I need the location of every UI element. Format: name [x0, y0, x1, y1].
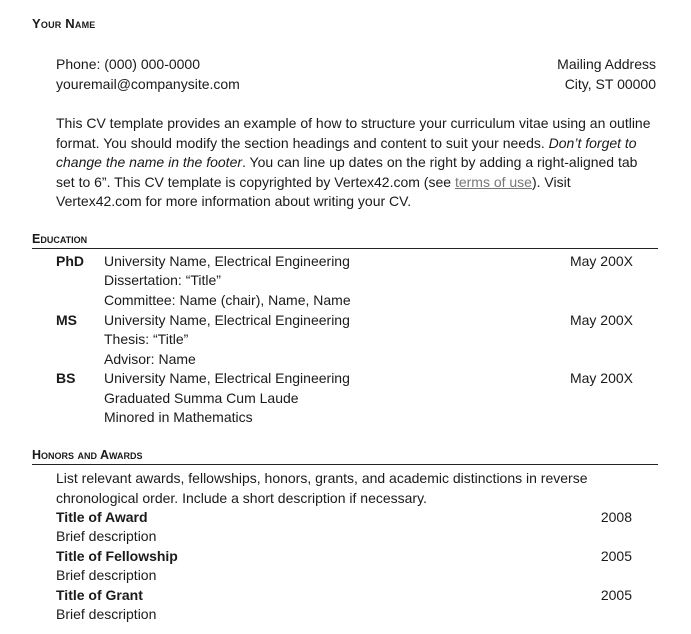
terms-of-use-link[interactable]: terms of use	[454, 173, 532, 190]
intro-paragraph	[56, 114, 656, 212]
degree-date: May 200X	[569, 370, 633, 386]
cv-name: Your Name	[32, 16, 96, 31]
award-description: Brief description	[56, 606, 157, 622]
intro-italic: Don’t forget to change the name in the footer	[56, 134, 637, 170]
degree-detail: Dissertation: “Title”	[104, 272, 221, 288]
award-title: Title of Fellowship	[56, 548, 178, 564]
intro-text-2: . You can line up dates on the right by adding a right-aligned tab set to 6”. This CV template is copyrighted by Vertex42.com (see	[56, 154, 638, 190]
degree-date: May 200X	[569, 253, 633, 269]
award-year: 2008	[600, 509, 632, 525]
intro-text-1: This CV template provides an example of how to structure your curriculum vitae using an outline format. You should modify the section headings and content to suit your needs.	[56, 115, 651, 151]
intro-text-3: ). Visit Vertex42.com for more information about writing your CV.	[56, 173, 571, 209]
degree-detail: Graduated Summa Cum Laude	[104, 390, 299, 406]
institution-text: University Name, Electrical Engineering	[104, 370, 350, 386]
degree-detail: Thesis: “Title”	[104, 331, 189, 347]
award-title: Title of Award	[56, 509, 148, 525]
education-heading: Education	[32, 232, 658, 249]
award-year: 2005	[600, 548, 632, 564]
award-description: Brief description	[56, 567, 157, 583]
degree-date: May 200X	[569, 312, 633, 328]
contact-right	[557, 55, 656, 94]
phone-text: Phone: (000) 000-0000	[56, 56, 200, 72]
email-text: youremail@companysite.com	[56, 75, 240, 92]
award-title: Title of Grant	[56, 587, 143, 603]
institution-text: University Name, Electrical Engineering	[104, 253, 350, 269]
degree-label: PhD	[56, 253, 84, 269]
degree-detail: Committee: Name (chair), Name, Name	[104, 292, 351, 308]
city-state-zip: City, ST 00000	[564, 75, 656, 92]
honors-heading: Honors and Awards	[32, 448, 658, 465]
mailing-address: Mailing Address	[557, 56, 656, 72]
degree-label: BS	[56, 370, 76, 386]
degree-detail: Minored in Mathematics	[104, 409, 253, 425]
degree-detail: Advisor: Name	[104, 351, 196, 367]
award-description: Brief description	[56, 528, 157, 544]
award-year: 2005	[600, 587, 632, 603]
contact-left	[56, 55, 240, 94]
institution-text: University Name, Electrical Engineering	[104, 312, 350, 328]
degree-label: MS	[56, 312, 77, 328]
honors-intro: List relevant awards, fellowships, honors, grants, and academic distinctions in reverse chronological order. Include a short description if necessary.	[56, 470, 588, 506]
